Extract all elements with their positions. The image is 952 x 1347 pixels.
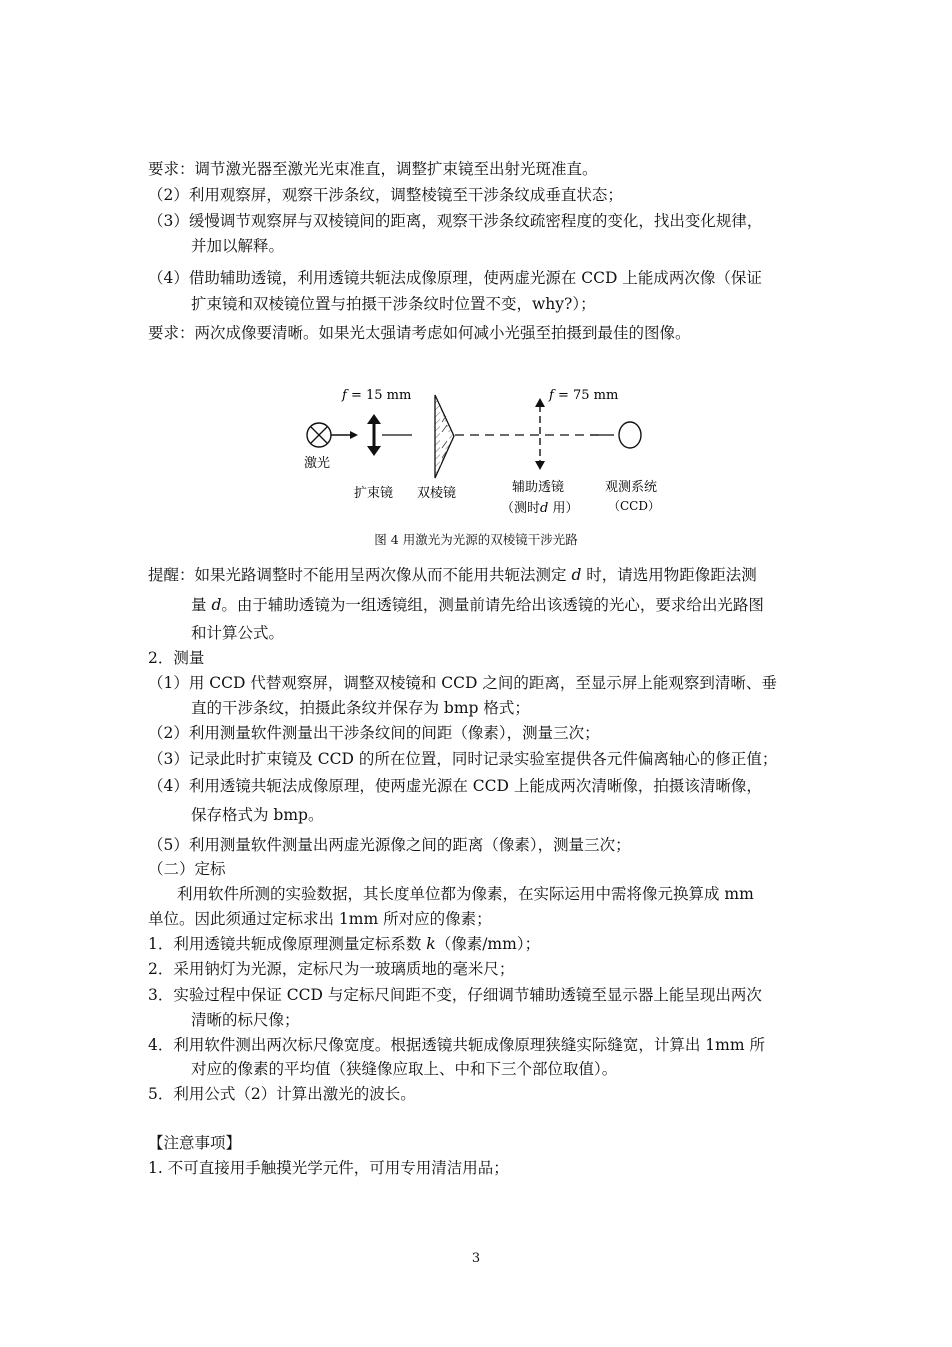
page-number: 3 [471,1251,481,1266]
text-line: 要求：调节激光器至激光光束准直，调整扩束镜至出射光斑准直。 [148,160,598,178]
optical-path-diagram [290,378,670,523]
section-heading: 2．测量 [148,649,205,667]
text-line: 利用软件所测的实验数据，其长度单位都为像素，在实际运用中需将像元换算成 mm [177,885,754,903]
section-heading: （二）定标 [148,860,226,878]
text-line: 提醒：如果光路调整时不能用呈两次像从而不能用共轭法测定 d 时，请选用物距像距法测 [148,566,757,584]
text-line: 对应的像素的平均值（狭缝像应取上、中和下三个部位取值）。 [191,1060,618,1078]
beam-expander-icon [367,414,381,456]
text-line: 3．实验过程中保证 CCD 与定标尺间距不变，仔细调节辅助透镜至显示器上能呈现出两次 [148,986,762,1004]
text-line: 保存格式为 bmp。 [191,806,324,824]
label-aux-lens: 辅助透镜 [512,480,565,495]
text-line: （4）借助辅助透镜，利用透镜共轭法成像原理，使两虚光源在 CCD 上能成两次像（保证 [148,269,762,287]
focal-label-1: f = 15 mm [342,388,412,403]
label-ccd: （CCD） [608,499,660,513]
text-line: 单位。因此须通过定标求出 1mm 所对应的像素； [148,910,492,928]
text-line: 直的干涉条纹，拍摄此条纹并保存为 bmp 格式； [191,699,530,717]
label-biprism: 双棱镜 [417,486,457,501]
figure-caption: 图 4 用激光为光源的双棱镜干涉光路 [374,532,578,547]
text-line: （3）缓慢调节观察屏与双棱镜间的距离，观察干涉条纹疏密程度的变化，找出变化规律， [148,212,763,230]
label-expander: 扩束镜 [354,486,394,501]
text-line: 和计算公式。 [191,624,285,642]
text-line: 1. 不可直接用手触摸光学元件，可用专用清洁用品； [148,1159,509,1177]
text-line: （2）利用测量软件测量出干涉条纹间的间距（像素），测量三次； [148,724,600,742]
text-line: 要求：两次成像要清晰。如果光太强请考虑如何减小光强至拍摄到最佳的图像。 [148,324,691,342]
text-line: （5）利用测量软件测量出两虚光源像之间的距离（像素），测量三次； [148,836,631,854]
text-line: 1．利用透镜共轭成像原理测量定标系数 k（像素/mm）； [148,935,541,953]
section-heading: 【注意事项】 [148,1134,242,1152]
text-line: （2）利用观察屏，观察干涉条纹，调整棱镜至干涉条纹成垂直状态； [148,186,623,204]
text-line: （4）利用透镜共轭法成像原理，使两虚光源在 CCD 上能成两次清晰像，拍摄该清晰像， [148,777,762,795]
ccd-icon [619,422,641,448]
laser-source-icon [307,423,331,447]
text-line: （3）记录此时扩束镜及 CCD 的所在位置，同时记录实验室提供各元件偏离轴心的修正值； [148,750,778,768]
text-line: 并加以解释。 [191,237,285,255]
beam-arrowhead [350,431,358,439]
diagram-svg [290,378,670,523]
text-line: （1）用 CCD 代替观察屏，调整双棱镜和 CCD 之间的距离，至显示屏上能观察到清晰、垂 [148,674,777,692]
auxiliary-lens-icon [535,398,545,470]
focal-label-2: f = 75 mm [549,388,619,403]
text-line: 2．采用钠灯为光源，定标尺为一玻璃质地的毫米尺； [148,960,515,978]
biprism-icon [435,395,454,478]
text-line: 扩束镜和双棱镜位置与拍摄干涉条纹时位置不变，why?）； [191,295,596,313]
label-observe: 观测系统 [605,480,658,495]
label-laser: 激光 [304,456,331,471]
label-aux-note: （测时d 用） [501,501,579,516]
text-line: 清晰的标尺像； [191,1011,300,1029]
text-line: 5．利用公式（2）计算出激光的波长。 [148,1085,416,1103]
text-line: 4．利用软件测出两次标尺像宽度。根据透镜共轭成像原理狭缝实际缝宽，计算出 1mm 所 [148,1036,765,1054]
text-line: 量 d。由于辅助透镜为一组透镜组，测量前请先给出该透镜的光心，要求给出光路图 [191,596,764,614]
